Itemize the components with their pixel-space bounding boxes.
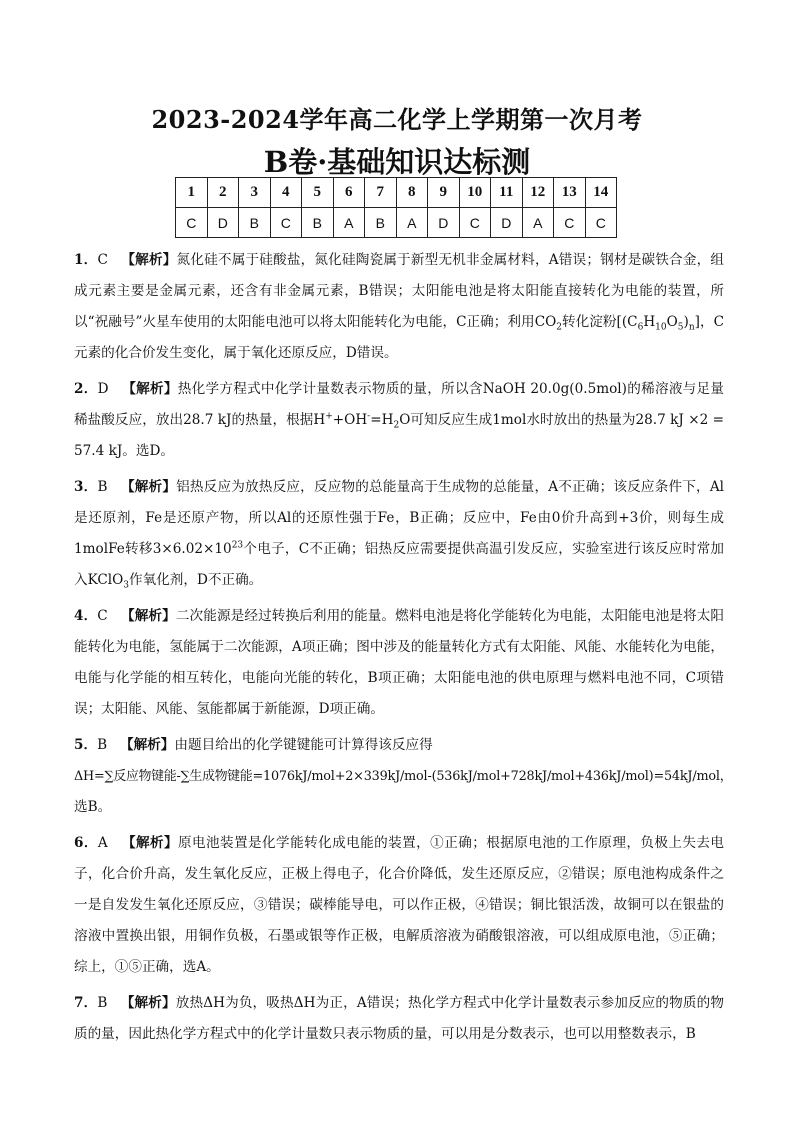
answer-cell: C xyxy=(176,208,208,238)
subscript: 2 xyxy=(556,322,562,333)
answer-cell: A xyxy=(396,208,428,238)
question-answer: C xyxy=(97,252,108,268)
explanation-text: O xyxy=(666,314,678,330)
answer-cell: D xyxy=(428,208,460,238)
explanation-text: 原电池装置是化学能转化成电能的装置，①正确；根据原电池的工作原理，负极上失去电子，化合价升高，发生氧化反应，正极上得电子，化合价降低，发生还原反应，②错误；原电池构成条件之一是自发发生氧化还原反应，③错误；碳棒能导电，可以作正极，④错误；铜比银活泼，故铜可以在银盐的溶液中置换出银，用铜作负极，石墨或银等作正极，电解质溶液为硝酸银溶液，可以组成原电池，⑤正确；综上，①⑤正确，选A。 xyxy=(74,835,724,975)
subscript: 5 xyxy=(677,322,684,333)
question-explanation-5 xyxy=(74,730,733,823)
exam-subtitle: B卷·基础知识达标测 xyxy=(263,145,531,179)
question-number-cell: 9 xyxy=(428,178,460,208)
question-number: 5． xyxy=(74,737,98,753)
question-answer: C xyxy=(97,608,108,624)
explanation-text: 热化学方程式中化学计量数表示物质的量，所以含NaOH 20.0g(0.5mol)的稀溶液与足量稀盐酸反应，放出28.7 kJ的热量，根据H xyxy=(74,381,725,428)
explanation-text: 放热ΔH为负，吸热ΔH为正，A错误；热化学方程式中化学计量数表示参加反应的物质的物质的量，因此热化学方程式中的化学计量数只表示物质的量，可以用是分数表示，也可以用整数表示，B xyxy=(74,995,724,1042)
answer-cell: A xyxy=(522,208,554,238)
superscript: 23 xyxy=(231,540,244,551)
subscript: 6 xyxy=(637,322,644,333)
enthalpy-formula: ΔH=∑反应物键能-∑生成物键能=1076kJ/mol+2×339kJ/mol-(536kJ/mol+728kJ/mol+436kJ/mol)=54kJ/mol， xyxy=(74,769,733,784)
question-explanation-1 xyxy=(74,245,724,369)
question-explanation-7 xyxy=(74,988,724,1050)
analysis-tag: 【解析】 xyxy=(122,381,178,397)
answer-cell: C xyxy=(270,208,302,238)
analysis-tag: 【解析】 xyxy=(121,252,177,268)
answer-cell: A xyxy=(333,208,365,238)
question-number-cell: 14 xyxy=(585,178,617,208)
exam-title: 2023-2024学年高二化学上学期第一次月考 xyxy=(151,105,643,134)
question-number-cell: 7 xyxy=(365,178,397,208)
explanation-text: 氮化硅不属于硅酸盐，氮化硅陶瓷属于新型无机非金属材料，A错误；钢材是碳铁合金，组成元素主要是金属元素，还含有非金属元素，B错误；太阳能电池是将太阳能直接转化为电能的装置，所以“祝融号”火星车使用的太阳能电池可以将太阳能转化为电能，C正确；利用CO xyxy=(74,252,724,330)
question-number: 7． xyxy=(74,995,98,1011)
question-number: 4． xyxy=(74,608,98,624)
question-number-cell: 2 xyxy=(207,178,239,208)
question-explanation-2 xyxy=(74,374,724,467)
explanation-text: O可知反应生成1mol水时放出的热量为28.7 kJ ×2 = 57.4 kJ。选D。 xyxy=(74,412,725,459)
answer-cell: B xyxy=(302,208,334,238)
question-explanation-3 xyxy=(74,472,724,596)
question-number-cell: 8 xyxy=(396,178,428,208)
explanation-text: 铝热反应为放热反应，反应物的总能量高于生成物的总能量，A不正确；该反应条件下，Al是还原剂，Fe是还原产物，所以Al的还原性强于Fe，B正确；反应中，Fe由0价升高到+3价，则每生成1molFe转移3×6.02×10 xyxy=(74,479,725,557)
explanation-text: 由题目给出的化学键键能可计算得该反应得 xyxy=(174,737,433,753)
answer-cell: B xyxy=(365,208,397,238)
question-number: 2． xyxy=(74,381,98,397)
explanation-text: +OH xyxy=(332,412,368,428)
explanation-text: ]，C元素的化合价发生变化，属于氧化还原反应，D错误。 xyxy=(74,314,725,361)
question-number-cell: 5 xyxy=(302,178,334,208)
question-number-cell: 6 xyxy=(333,178,365,208)
question-number-cell: 4 xyxy=(270,178,302,208)
question-answer: D xyxy=(97,381,109,397)
explanation-text: =H xyxy=(370,412,394,428)
analysis-tag: 【解析】 xyxy=(120,737,175,753)
question-answer: A xyxy=(97,835,108,851)
explanation-text: 个电子，C不正确；铝热反应需要提供高温引发反应，实验室进行该反应时常加入KClO xyxy=(74,541,724,588)
question-explanation-6 xyxy=(74,828,724,983)
question-number-cell: 10 xyxy=(459,178,491,208)
answer-cell: D xyxy=(207,208,239,238)
explanation-text: 选B。 xyxy=(74,799,112,815)
analysis-tag: 【解析】 xyxy=(120,479,177,495)
explanations xyxy=(74,245,733,1055)
analysis-tag: 【解析】 xyxy=(120,995,176,1011)
question-number-cell: 1 xyxy=(176,178,208,208)
question-number-cell: 13 xyxy=(554,178,586,208)
question-number: 1． xyxy=(74,252,98,268)
analysis-tag: 【解析】 xyxy=(121,835,178,851)
subscript: n xyxy=(688,322,695,333)
answer-cell: C xyxy=(554,208,586,238)
superscript: - xyxy=(367,411,371,422)
answer-cell: D xyxy=(491,208,523,238)
subscript: 10 xyxy=(655,322,667,333)
question-answer: B xyxy=(97,995,108,1011)
explanation-text: 作氧化剂，D不正确。 xyxy=(129,572,263,588)
subscript: 3 xyxy=(123,580,130,591)
question-answer: B xyxy=(97,737,108,753)
answer-cell: B xyxy=(239,208,271,238)
question-number-cell: 3 xyxy=(239,178,271,208)
answer-table-answer-row xyxy=(176,208,617,238)
explanation-text: 二次能源是经过转换后利用的能量。燃料电池是将化学能转化为电能，太阳能电池是将太阳能转化为电能，氢能属于二次能源，A项正确；图中涉及的能量转化方式有太阳能、风能、水能转化为电能，电能与化学能的相互转化，电能向光能的转化，B项正确；太阳能电池的供电原理与燃料电池不同，C项错误；太阳能、风能、氢能都属于新能源，D项正确。 xyxy=(74,608,724,717)
analysis-tag: 【解析】 xyxy=(121,608,176,624)
question-number: 6． xyxy=(74,835,98,851)
explanation-text: H xyxy=(643,314,656,330)
question-answer: B xyxy=(97,479,108,495)
question-number-cell: 11 xyxy=(491,178,523,208)
answer-table-number-row xyxy=(176,178,617,208)
explanation-text: 转化淀粉[(C xyxy=(561,314,638,330)
answer-cell: C xyxy=(585,208,617,238)
question-number: 3． xyxy=(74,479,98,495)
question-number-cell: 12 xyxy=(522,178,554,208)
answer-cell: C xyxy=(459,208,491,238)
question-explanation-4 xyxy=(74,601,724,725)
answer-table xyxy=(175,177,617,238)
subscript: 2 xyxy=(393,420,400,431)
superscript: + xyxy=(325,411,333,422)
explanation-text: ) xyxy=(683,314,689,330)
